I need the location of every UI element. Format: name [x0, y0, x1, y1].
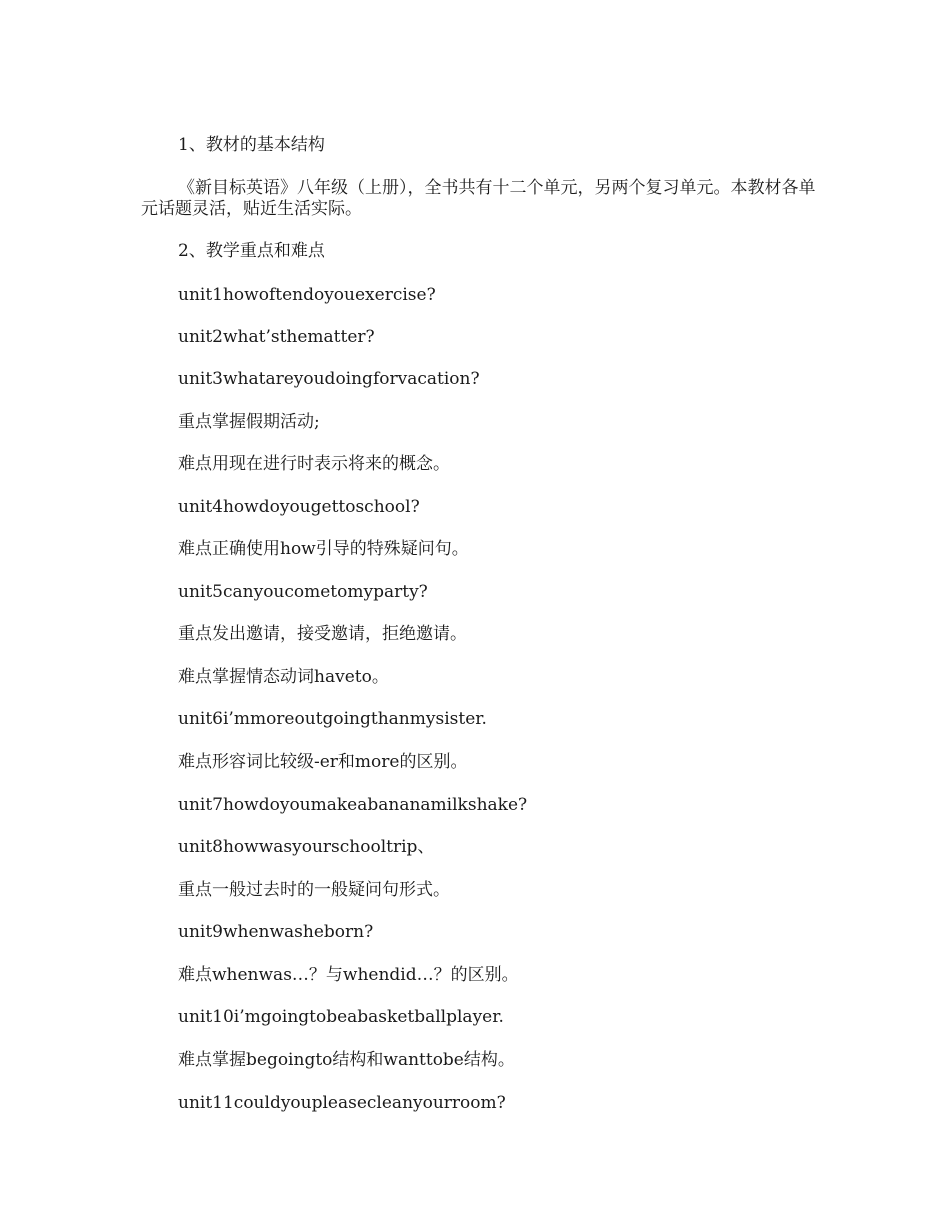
unit-3-title: unit3whatareyoudoingforvacation? — [178, 369, 480, 389]
textbook-intro-paragraph: 《新目标英语》八年级（上册），全书共有十二个单元，另两个复习单元。本教材各单元话题灵活，贴近生活实际。 — [141, 178, 816, 219]
unit-2-title: unit2what’sthematter? — [178, 327, 375, 347]
unit-9-title: unit9whenwasheborn? — [178, 922, 374, 942]
unit-8-key-point: 重点一般过去时的一般疑问句形式。 — [178, 880, 450, 900]
unit-5-difficulty: 难点掌握情态动词haveto。 — [178, 667, 389, 687]
unit-4-title: unit4howdoyougettoschool? — [178, 497, 420, 517]
unit-7-title: unit7howdoyoumakeabananamilkshake? — [178, 795, 528, 815]
unit-1-title: unit1howoftendoyouexercise? — [178, 285, 436, 305]
unit-5-title: unit5canyoucometomyparty? — [178, 582, 428, 602]
unit-3-difficulty: 难点用现在进行时表示将来的概念。 — [178, 454, 450, 474]
unit-3-key-point: 重点掌握假期活动; — [178, 412, 320, 432]
unit-4-difficulty: 难点正确使用how引导的特殊疑问句。 — [178, 539, 469, 559]
unit-6-title: unit6i’mmoreoutgoingthanmysister. — [178, 709, 487, 729]
section-heading-structure: 1、教材的基本结构 — [178, 135, 325, 155]
section-heading-key-points: 2、教学重点和难点 — [178, 241, 325, 261]
unit-6-difficulty: 难点形容词比较级-er和more的区别。 — [178, 752, 468, 772]
unit-11-title: unit11couldyoupleasecleanyourroom? — [178, 1093, 506, 1113]
unit-5-key-point: 重点发出邀请，接受邀请，拒绝邀请。 — [178, 624, 467, 644]
unit-10-difficulty: 难点掌握begoingto结构和wanttobe结构。 — [178, 1050, 515, 1070]
unit-8-title: unit8howwasyourschooltrip、 — [178, 837, 435, 857]
unit-10-title: unit10i’mgoingtobeabasketballplayer. — [178, 1007, 504, 1027]
unit-9-difficulty: 难点whenwas…？与whendid…？的区别。 — [178, 965, 519, 985]
